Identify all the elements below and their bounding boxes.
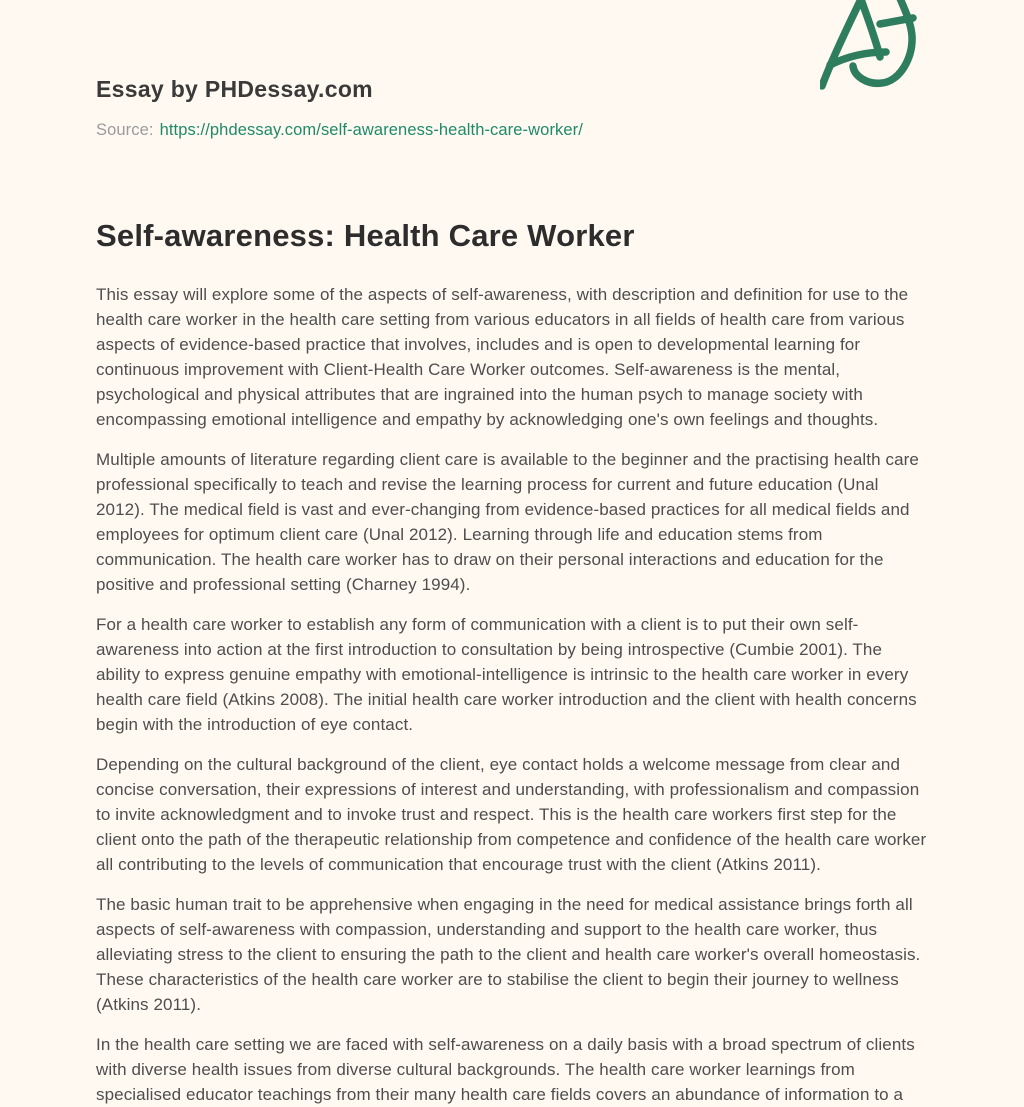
essay-page xyxy=(96,0,928,1107)
brand-title: Essay by PHDessay.com xyxy=(96,76,373,102)
source-row xyxy=(96,121,928,140)
essay-paragraph-3: For a health care worker to establish any form of communication with a client is to put their own self-awareness into action at the first introduction to consultation by being introspective (Cumbie 2001). The ability to express genuine empathy with emotional-intelligence is intrinsic to the health care worker in every health care field (Atkins 2008). The initial health care worker introduction and the client with health concerns begin with the introduction of eye contact. xyxy=(96,615,917,734)
essay-body xyxy=(96,282,928,1107)
essay-title: Self-awareness: Health Care Worker xyxy=(96,218,635,253)
source-link[interactable]: https://phdessay.com/self-awareness-health-care-worker/ xyxy=(159,121,583,139)
essay-paragraph-2: Multiple amounts of literature regarding client care is available to the beginner and the practising health care professional specifically to teach and revise the learning process for current and future education (Unal 2012). The medical field is vast and ever-changing from evidence-based practices for all medical fields and employees for optimum client care (Unal 2012). Learning through life and education stems from communication. The health care worker has to draw on their personal interactions and education for the positive and professional setting (Charney 1994). xyxy=(96,450,919,594)
essay-paragraph-6: In the health care setting we are faced with self-awareness on a daily basis with a broad spectrum of clients with diverse health issues from diverse cultural backgrounds. The health care worker learnings from specialised educator teachings from their many health care fields covers an abundance of information to a xyxy=(96,1035,915,1104)
essay-paragraph-1: This essay will explore some of the aspects of self-awareness, with description and definition for use to the health care worker in the health care setting from various educators in all fields of health care from various aspects of evidence-based practice that involves, includes and is open to developmental learning for continuous improvement with Client-Health Care Worker outcomes. Self-awareness is the mental, psychological and physical attributes that are ingrained into the human psych to manage society with encompassing emotional intelligence and empathy by acknowledging one's own feelings and thoughts. xyxy=(96,285,909,429)
essay-paragraph-5: The basic human trait to be apprehensive when engaging in the need for medical assistance brings forth all aspects of self-awareness with compassion, understanding and support to the health care worker, thus alleviating stress to the client to ensuring the path to the client and health care worker's overall homeostasis. These characteristics of the health care worker are to stabilise the client to begin their journey to wellness (Atkins 2011). xyxy=(96,895,921,1014)
essay-paragraph-4: Depending on the cultural background of the client, eye contact holds a welcome message from clear and concise conversation, their expressions of interest and understanding, with professionalism and compassion to invite acknowledgment and to invoke trust and respect. This is the health care workers first step for the client onto the path of the therapeutic relationship from competence and confidence of the health care worker all contributing to the levels of communication that encourage trust with the client (Atkins 2011). xyxy=(96,755,927,874)
page-header xyxy=(96,76,928,140)
source-label: Source: xyxy=(96,121,154,139)
a-plus-logo xyxy=(820,0,920,94)
